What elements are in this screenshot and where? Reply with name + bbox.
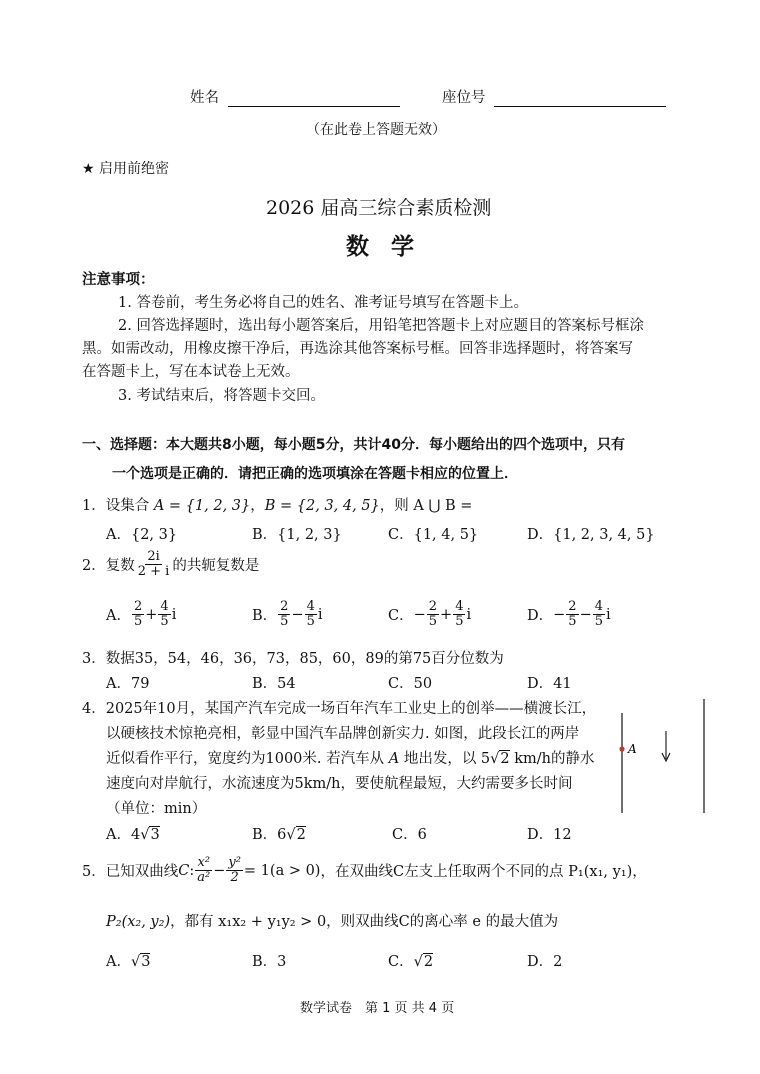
- q3-option-d: D．41: [527, 676, 572, 692]
- seat-blank: [494, 105, 666, 107]
- question-2-stem: 2．复数 $\frac{2i}{2 + i}$ 的共轭复数是: [82, 549, 260, 580]
- question-4-line-1: 4．2025年10月，某国产汽车完成一场百年汽车工业史上的创举——横渡长江，: [82, 701, 597, 717]
- notes-heading: 注意事项：: [82, 272, 155, 288]
- note-item-2-line-2: 黑。如需改动，用橡皮擦干净后，再选涂其他答案标号框。回答非选择题时，将答案写: [82, 341, 633, 357]
- sqrt-symbol: √: [490, 751, 500, 767]
- q1-option-b: B．{1, 2, 3}: [252, 527, 342, 543]
- question-5-line-1: 5．已知双曲线 C : $\frac{\text{x²}}{\text{a²}}$ − $\frac{\text{y²}}{2}$ = 1(a > 0) ，在双曲线C左支上任取两个不同的点 P₁(x₁, y₁)，: [82, 855, 647, 886]
- exam-title: 2026 届高三综合素质检测: [266, 197, 492, 219]
- point-a-label: A: [628, 742, 637, 756]
- question-1-stem: 1．设集合 A = {1, 2, 3}，B = {2, 3, 4, 5}，则 A ⋃ B =: [82, 498, 473, 514]
- q2-option-a: A． $\frac{2}{5}$ + $\frac{4}{5}$ i: [106, 599, 177, 630]
- q3-option-a: A．79: [106, 676, 150, 692]
- q1-option-c: C．{1, 4, 5}: [388, 527, 479, 543]
- q4-option-c: C．6: [392, 827, 427, 843]
- q5-option-a: A．√3: [106, 954, 151, 970]
- q4-option-b: B．6√2: [252, 827, 306, 843]
- q5-option-d: D．2: [527, 954, 563, 970]
- seat-label: 座位号: [442, 90, 486, 106]
- name-field: [190, 86, 400, 107]
- name-blank: [228, 105, 400, 107]
- subject-title: 数学: [346, 234, 436, 260]
- question-5-line-2: P₂(x₂, y₂)，都有 x₁x₂ + y₁y₂ > 0，则双曲线C的离心率 e 的最大值为: [106, 914, 559, 930]
- q4-option-a: A．4√3: [106, 827, 160, 843]
- section-heading-line-2: 一个选项是正确的．请把正确的选项填涂在答题卡相应的位置上．: [112, 466, 518, 482]
- section-heading-line-1: 一、选择题：本大题共8小题，每小题5分，共计40分．每小题给出的四个选项中，只有: [82, 437, 625, 453]
- q5-option-b: B．3: [252, 954, 287, 970]
- river-figure: [612, 695, 712, 820]
- note-item-1: 1. 答卷前，考生务必将自己的姓名、准考证号填写在答题卡上。: [118, 295, 528, 311]
- question-4-line-3: 近似看作平行，宽度约为1000米. 若汽车从 A 地出发，以 5√2 km/h的静水: [106, 751, 595, 767]
- note-item-3: 3. 考试结束后，将答题卡交回。: [118, 388, 325, 404]
- invalid-note: （在此卷上答题无效）: [306, 122, 446, 138]
- q2-option-c: C． − $\frac{2}{5}$ + $\frac{4}{5}$ i: [388, 599, 472, 630]
- name-label: 姓名: [190, 90, 219, 106]
- q1-option-d: D．{1, 2, 3, 4, 5}: [527, 527, 655, 543]
- question-4-line-4: 速度向对岸航行，水流速度为5km/h，要使航程最短，大约需要多长时间: [106, 776, 573, 792]
- question-4-line-5: （单位：min）: [106, 801, 207, 817]
- q2-option-b: B． $\frac{2}{5}$ − $\frac{4}{5}$ i: [252, 599, 323, 630]
- seat-field: [442, 86, 666, 107]
- q3-option-c: C．50: [388, 676, 433, 692]
- q4-option-d: D．12: [527, 827, 572, 843]
- question-4-line-2: 以硬核技术惊艳亮相，彰显中国汽车品牌创新实力. 如图，此段长江的两岸: [106, 726, 580, 742]
- q1-option-a: A．{2, 3}: [106, 527, 178, 543]
- question-3-stem: 3．数据35，54，46，36，73，85，60，89的第75百分位数为: [82, 651, 504, 667]
- set-b: B = {2, 3, 4, 5}: [264, 498, 380, 514]
- confidential-mark: ★ 启用前绝密: [82, 161, 170, 177]
- q2-option-d: D． − $\frac{2}{5}$ − $\frac{4}{5}$ i: [527, 599, 611, 630]
- note-item-2-line-1: 2. 回答选择题时，选出每小题答案后，用铅笔把答题卡上对应题目的答案标号框涂: [118, 318, 644, 334]
- page-footer: 数学试卷 第 1 页 共 4 页: [300, 1001, 455, 1016]
- point-a-dot: [619, 746, 624, 751]
- q3-option-b: B．54: [252, 676, 296, 692]
- q2-fraction: $\frac{2i}{2 + i}$: [137, 549, 170, 580]
- note-item-2-line-3: 在答题卡上，写在本试卷上无效。: [82, 364, 300, 380]
- set-a: A = {1, 2, 3}: [153, 498, 251, 514]
- q5-option-c: C．√2: [388, 954, 434, 970]
